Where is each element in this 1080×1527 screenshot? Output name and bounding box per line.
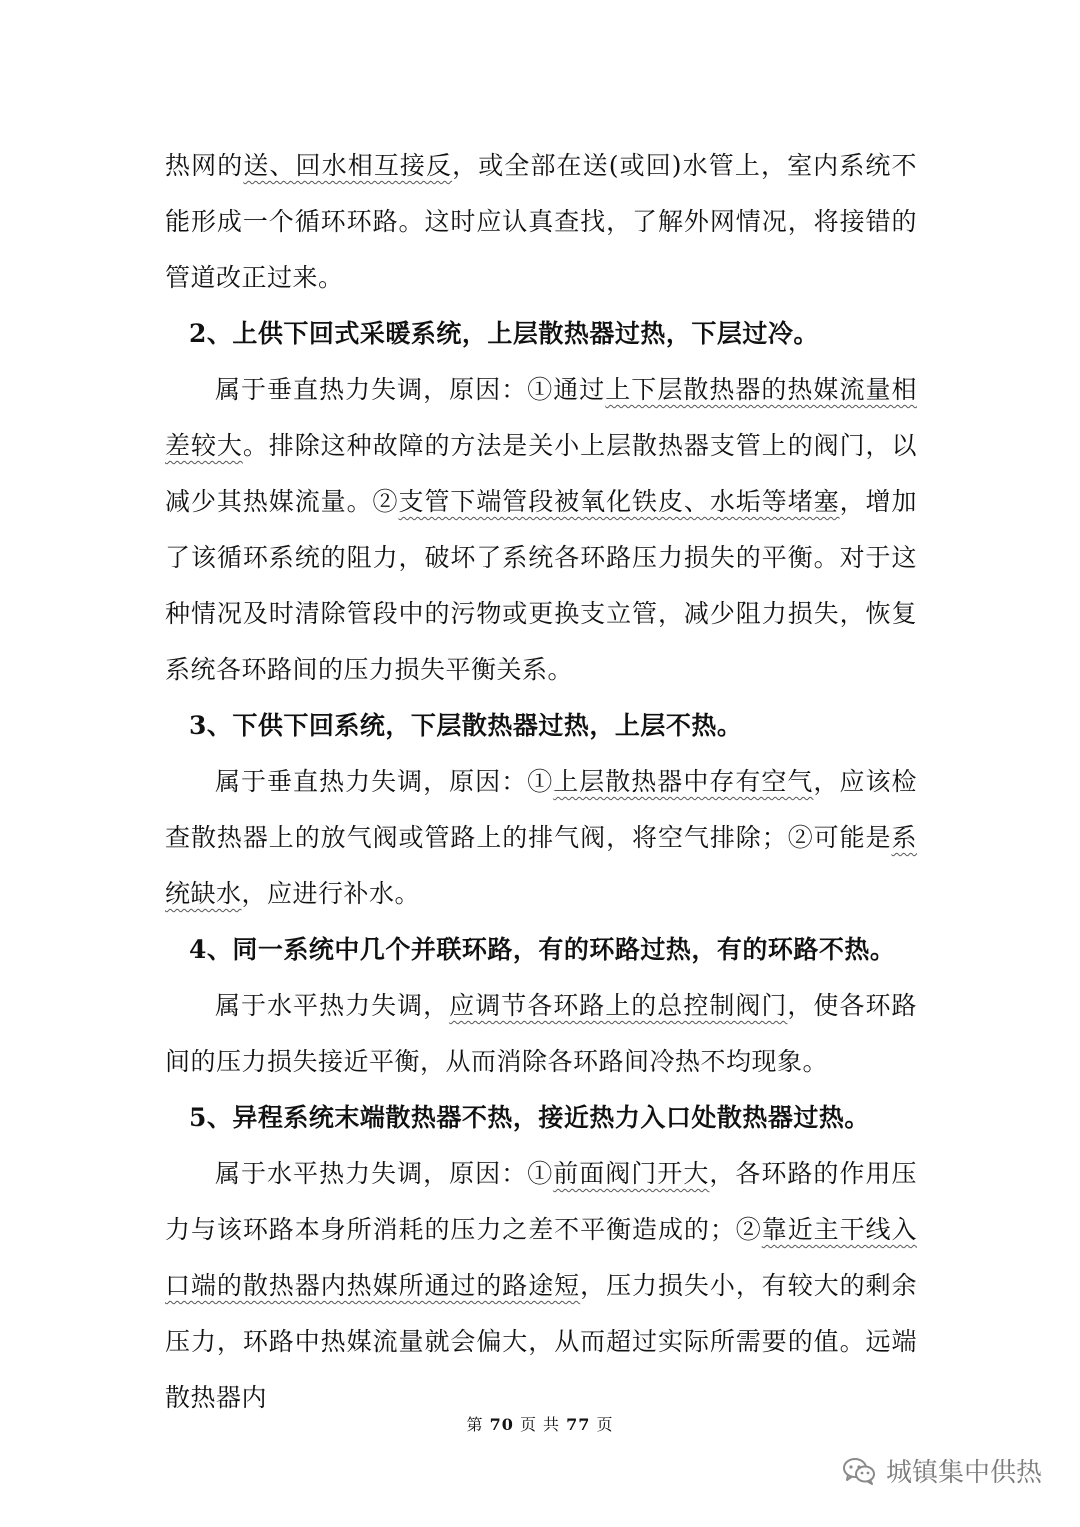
total-page-number: 77	[566, 1415, 591, 1434]
section3-underlined-1: 上层散热器中存有空气	[553, 767, 814, 796]
section2-text-5: ，增加了该循环系统的阻力，破坏了系统各环路压力损失的平衡。对于这种情况及时清除管段中的污物或更换支立管，减少阻力损失，恢复系统各环路间的压力损失平衡关系。	[165, 487, 917, 684]
section3-heading: 3、下供下回系统，下层散热器过热，上层不热。	[189, 711, 743, 740]
section4-text-1: 属于水平热力失调，	[215, 991, 450, 1020]
wechat-icon	[842, 1457, 876, 1485]
section3-underlined-2: 系统缺水	[165, 823, 917, 908]
section4-heading: 4、同一系统中几个并联环路，有的环路过热，有的环路不热。	[189, 935, 896, 964]
footer-suffix: 页	[596, 1415, 614, 1434]
section5-text-3: ，各环路的作用压力与该环路本身所消耗的压力之差不平衡造成的；②	[165, 1159, 917, 1244]
section4-underlined-1: 应调节各环路上的总控制阀门	[449, 991, 788, 1020]
footer-middle: 页 共	[519, 1415, 561, 1434]
section2-text-3: 。排除这种故障的方法是关小上层散热器支管上的阀门，以减少其热媒流量。②	[165, 431, 917, 516]
section3-text-3: ，应该检查散热器上的放气阀或管路上的排气阀，将空气排除；②可能是	[165, 767, 917, 852]
section2-text-1: 属于垂直热力失调，原因：①通过	[215, 375, 606, 404]
section2-underlined-1: 上下层散热器的热媒流量相差较大	[165, 375, 917, 460]
intro-paragraph	[165, 138, 917, 306]
intro-text-c: ，或全部在送(或回)水管上，室内系统不能形成一个循环环路。这时应认真查找，了解外网情况，将接错的管道改正过来。	[165, 151, 917, 292]
watermark-text: 城镇集中供热	[885, 1458, 1042, 1488]
page-content	[165, 138, 917, 1426]
section3-text-5: ，应进行补水。	[241, 879, 421, 908]
section5-underlined-1: 前面阀门开大	[553, 1159, 710, 1188]
section3-paragraph	[165, 754, 917, 922]
section2-underlined-2: 支管下端管段被氧化铁皮、水垢等堵塞	[398, 487, 840, 516]
intro-text-a: 热网的	[165, 151, 244, 180]
section2-paragraph	[165, 362, 917, 698]
section5-heading: 5、异程系统末端散热器不热，接近热力入口处散热器过热。	[189, 1103, 870, 1132]
section5-text-5: ，压力损失小，有较大的剩余压力，环路中热媒流量就会偏大，从而超过实际所需要的值。远端散热器内	[165, 1271, 917, 1412]
section4-text-3: ，使各环路间的压力损失接近平衡，从而消除各环路间冷热不均现象。	[165, 991, 917, 1076]
section3-text-1: 属于垂直热力失调，原因：①	[215, 767, 554, 796]
page-number-footer	[0, 1412, 1080, 1435]
current-page-number: 70	[489, 1415, 514, 1434]
section5-paragraph	[165, 1146, 917, 1426]
footer-prefix: 第	[466, 1415, 484, 1434]
section5-text-1: 属于水平热力失调，原因：①	[215, 1159, 554, 1188]
section2-heading: 2、上供下回式采暖系统，上层散热器过热，下层过冷。	[189, 319, 819, 348]
section5-underlined-2: 靠近主干线入口端的散热器内热媒所通过的路途短	[165, 1215, 917, 1300]
section4-paragraph	[165, 978, 917, 1090]
intro-underlined-text: 送、回水相互接反	[243, 151, 453, 180]
account-watermark	[842, 1452, 1042, 1489]
